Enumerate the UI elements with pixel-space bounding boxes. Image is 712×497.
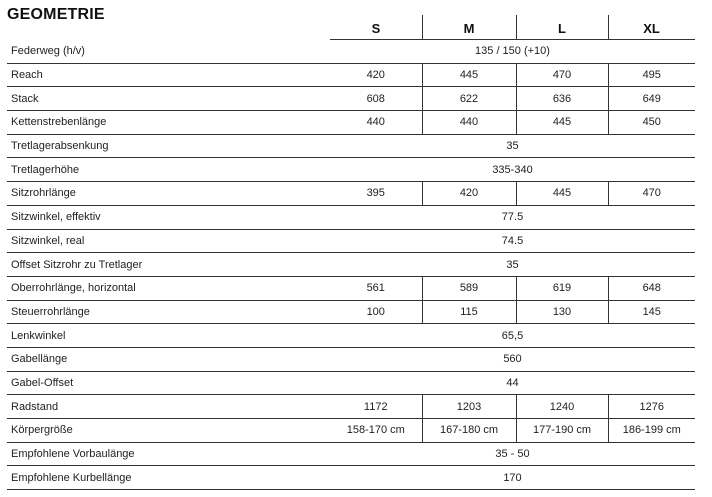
cell-value-all-sizes: 74.5: [330, 229, 695, 253]
cell-value: 636: [516, 87, 608, 111]
cell-value-all-sizes: 170: [330, 466, 695, 490]
cell-value-all-sizes: 135 / 150 (+10): [330, 40, 695, 63]
table-row: [7, 111, 695, 135]
table-row: [7, 300, 695, 324]
cell-value: 445: [516, 182, 608, 206]
row-label: Empfohlene Kurbellänge: [7, 466, 330, 490]
row-label: Gabellänge: [7, 347, 330, 371]
row-label: Oberrohrlänge, horizontal: [7, 276, 330, 300]
cell-value: 158-170 cm: [330, 419, 422, 443]
cell-value: 130: [516, 300, 608, 324]
cell-value: 445: [516, 111, 608, 135]
cell-value-all-sizes: 335-340: [330, 158, 695, 182]
cell-value-all-sizes: 65,5: [330, 324, 695, 348]
cell-value-all-sizes: 35: [330, 134, 695, 158]
cell-value-all-sizes: 44: [330, 371, 695, 395]
size-header-s: S: [371, 21, 381, 36]
cell-value: 470: [516, 63, 608, 87]
cell-value: 115: [422, 300, 516, 324]
cell-value: 622: [422, 87, 516, 111]
table-row: [7, 395, 695, 419]
cell-value: 1172: [330, 395, 422, 419]
cell-value: 649: [608, 87, 695, 111]
table-row: [7, 158, 695, 182]
cell-value: 1276: [608, 395, 695, 419]
row-label: Sitzwinkel, effektiv: [7, 205, 330, 229]
cell-value: 648: [608, 276, 695, 300]
row-label: Stack: [7, 87, 330, 111]
size-header-xl: XL: [643, 21, 660, 36]
cell-value: 100: [330, 300, 422, 324]
cell-value: 589: [422, 276, 516, 300]
cell-value: 420: [422, 182, 516, 206]
cell-value: 395: [330, 182, 422, 206]
table-row: [7, 466, 695, 490]
table-row: [7, 419, 695, 443]
cell-value: 420: [330, 63, 422, 87]
cell-value: 1203: [422, 395, 516, 419]
cell-value: 145: [608, 300, 695, 324]
table-row: [7, 442, 695, 466]
header-divider: [608, 15, 609, 39]
table-row: [7, 182, 695, 206]
row-label: Gabel-Offset: [7, 371, 330, 395]
header-divider: [422, 15, 423, 39]
cell-value: 186-199 cm: [608, 419, 695, 443]
cell-value: 167-180 cm: [422, 419, 516, 443]
cell-value-all-sizes: 77.5: [330, 205, 695, 229]
row-label: Reach: [7, 63, 330, 87]
cell-value: 445: [422, 63, 516, 87]
page-title: GEOMETRIE: [7, 6, 105, 23]
table-row: [7, 347, 695, 371]
row-label: Offset Sitzrohr zu Tretlager: [7, 253, 330, 277]
cell-value: 470: [608, 182, 695, 206]
header-divider: [516, 15, 517, 39]
table-row: [7, 40, 695, 63]
table-row: [7, 205, 695, 229]
table-row: [7, 276, 695, 300]
cell-value: 450: [608, 111, 695, 135]
cell-value: 561: [330, 276, 422, 300]
row-label: Tretlagerhöhe: [7, 158, 330, 182]
row-label: Kettenstrebenlänge: [7, 111, 330, 135]
table-row: [7, 324, 695, 348]
cell-value: 440: [330, 111, 422, 135]
row-label: Radstand: [7, 395, 330, 419]
row-label: Sitzwinkel, real: [7, 229, 330, 253]
cell-value: 440: [422, 111, 516, 135]
table-row: [7, 371, 695, 395]
cell-value: 495: [608, 63, 695, 87]
row-label: Sitzrohrlänge: [7, 182, 330, 206]
row-label: Lenkwinkel: [7, 324, 330, 348]
cell-value: 608: [330, 87, 422, 111]
size-header-l: L: [558, 21, 566, 36]
row-label: Federweg (h/v): [7, 40, 330, 63]
cell-value: 619: [516, 276, 608, 300]
table-row: [7, 253, 695, 277]
row-label: Steuerrohrlänge: [7, 300, 330, 324]
cell-value: 177-190 cm: [516, 419, 608, 443]
table-row: [7, 63, 695, 87]
cell-value-all-sizes: 35: [330, 253, 695, 277]
geometry-table-body: [7, 40, 695, 490]
size-header-m: M: [463, 21, 475, 36]
cell-value: 1240: [516, 395, 608, 419]
table-row: [7, 87, 695, 111]
geometry-table: [7, 40, 695, 490]
cell-value-all-sizes: 560: [330, 347, 695, 371]
row-label: Körpergröße: [7, 419, 330, 443]
table-row: [7, 134, 695, 158]
size-header: [0, 19, 712, 39]
table-row: [7, 229, 695, 253]
row-label: Tretlagerabsenkung: [7, 134, 330, 158]
row-label: Empfohlene Vorbaulänge: [7, 442, 330, 466]
cell-value-all-sizes: 35 - 50: [330, 442, 695, 466]
